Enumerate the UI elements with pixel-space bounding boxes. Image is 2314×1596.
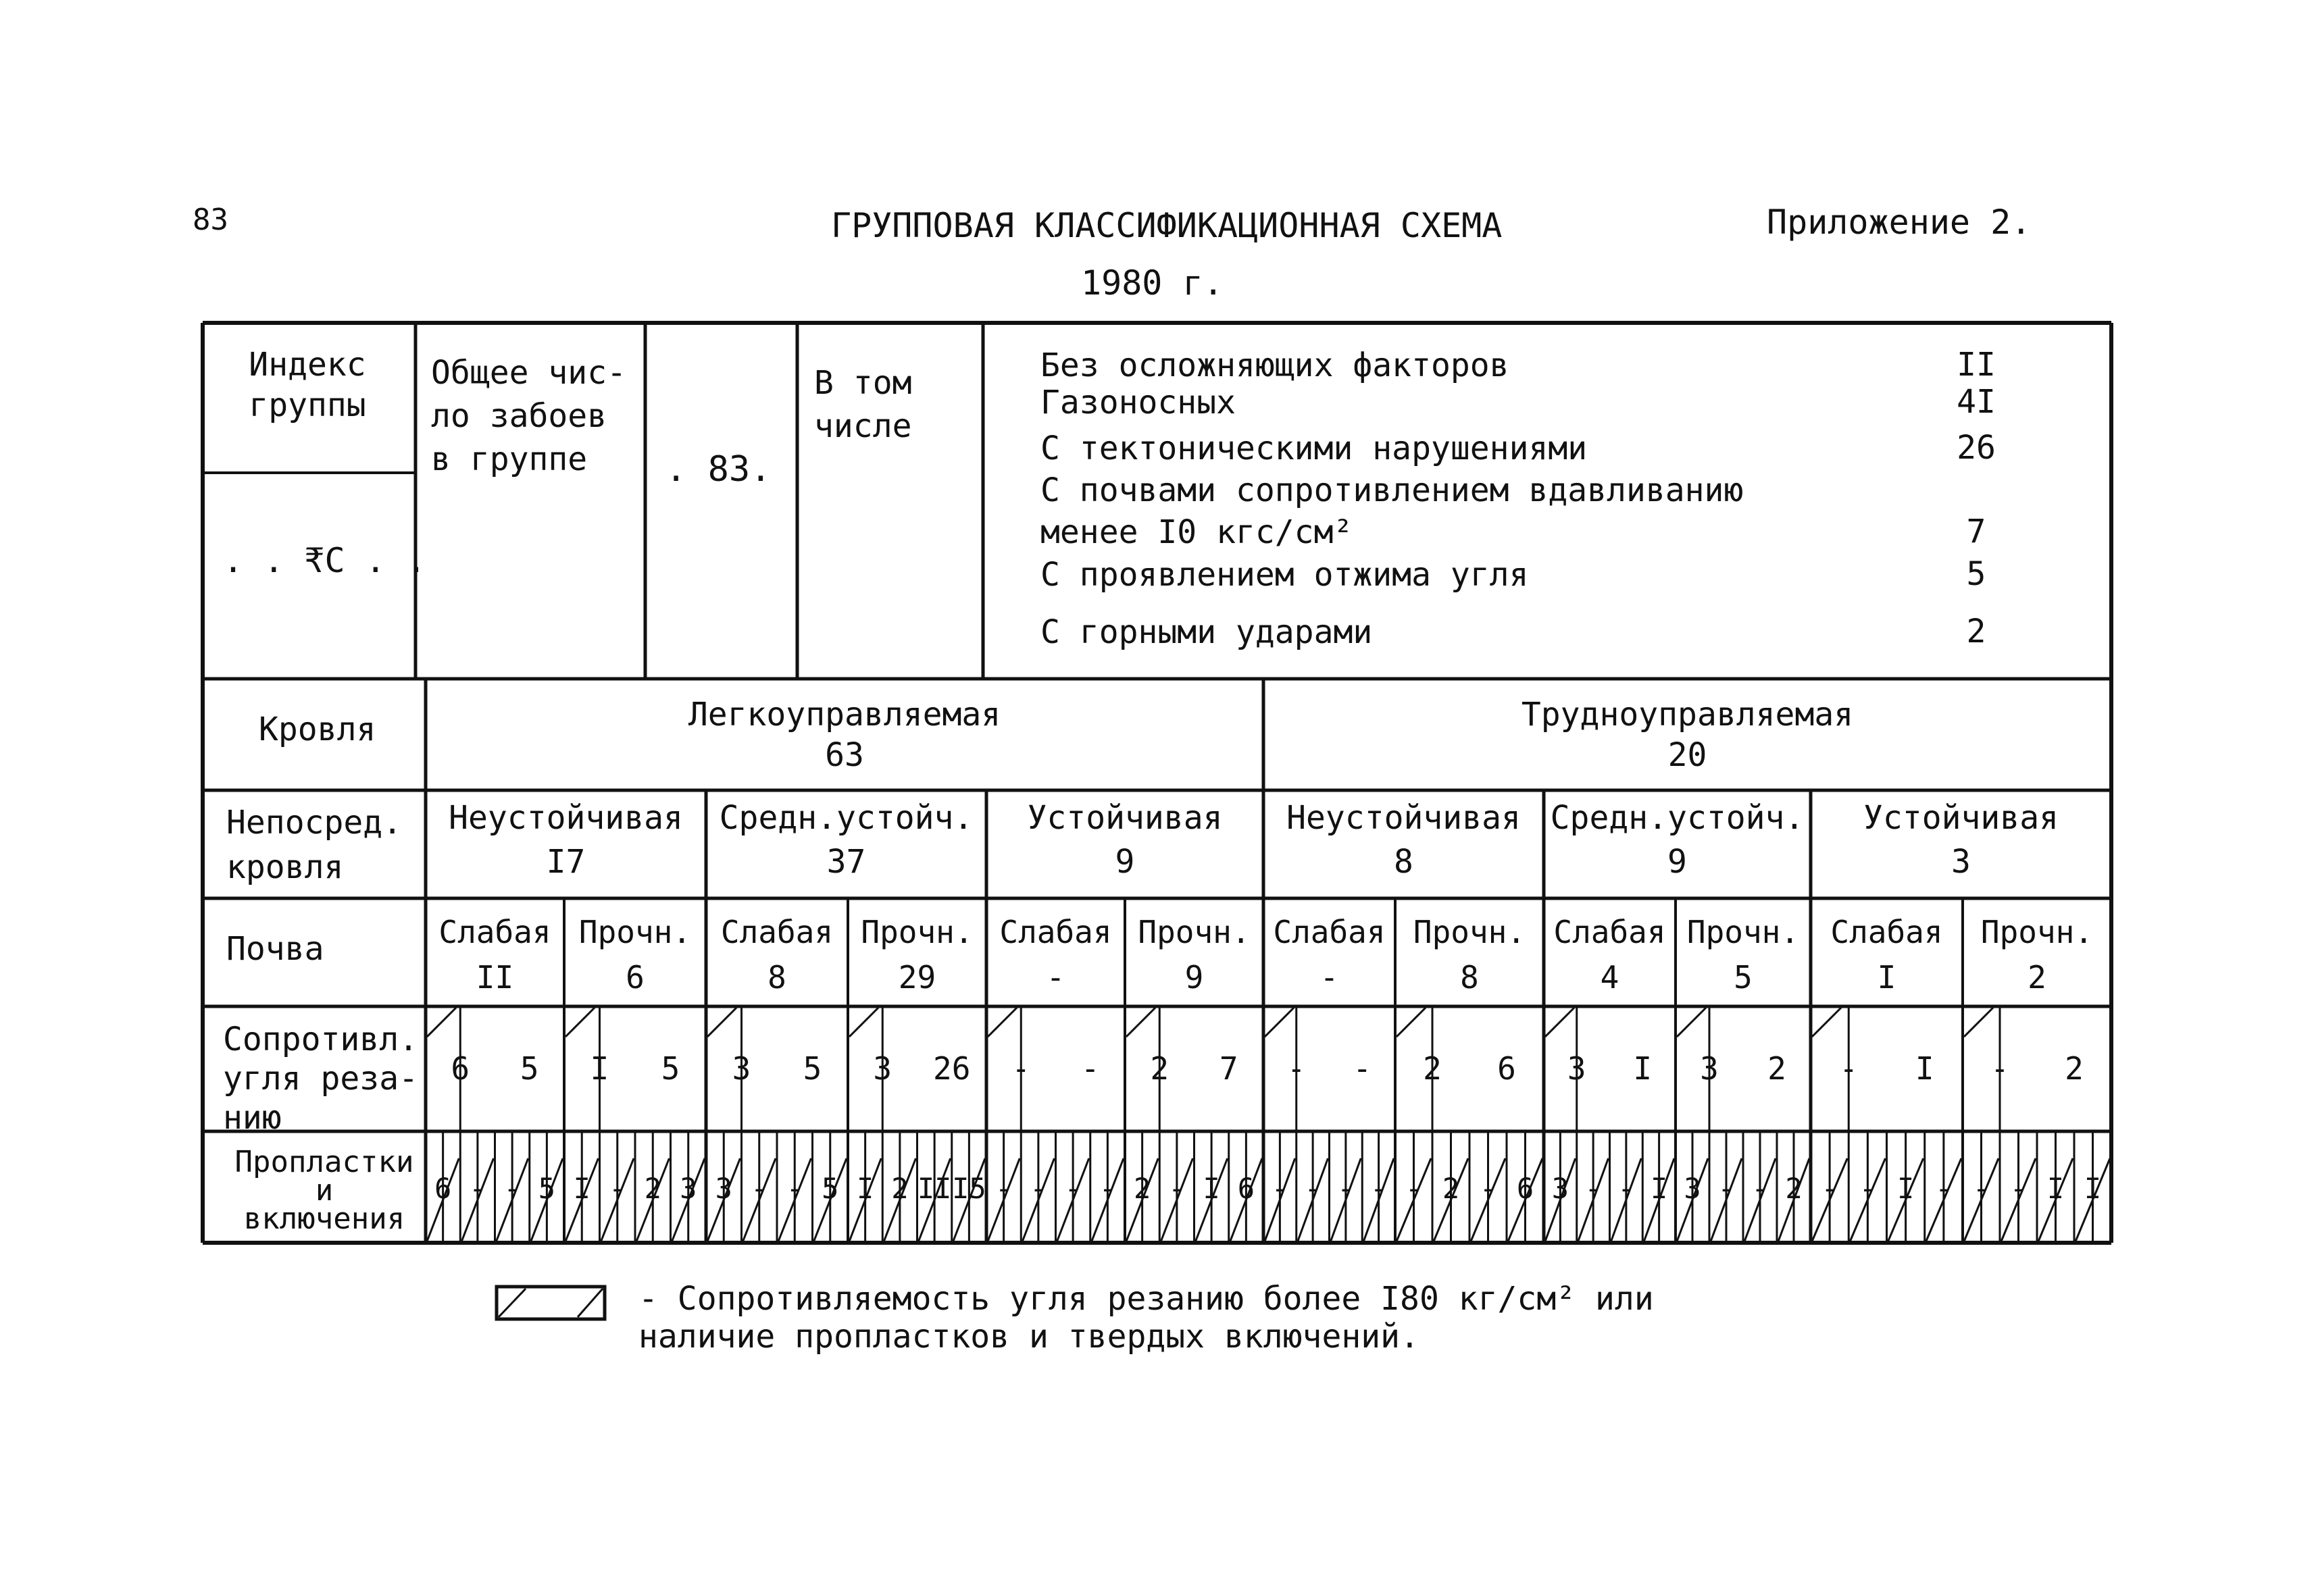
resistance-value: 3 bbox=[732, 1050, 751, 1087]
layer-value: II bbox=[917, 1172, 952, 1205]
layer-value: I bbox=[2084, 1172, 2102, 1205]
page-title: ГРУППОВАЯ КЛАССИФИКАЦИОННАЯ СХЕМА bbox=[831, 206, 1503, 245]
layer-value: 3 bbox=[1551, 1172, 1569, 1205]
roof-label: Кровля bbox=[259, 711, 376, 748]
resistance-value: 3 bbox=[873, 1050, 892, 1087]
layer-value: I bbox=[1650, 1172, 1668, 1205]
immediate-name: Средн.устойч. bbox=[719, 799, 974, 837]
page-mark: 83 bbox=[193, 203, 228, 237]
layer-value: - bbox=[1859, 1172, 1877, 1205]
resistance-value: - bbox=[1286, 1050, 1306, 1087]
resistance-value: 6 bbox=[1497, 1050, 1516, 1087]
immediate-name: Устойчивая bbox=[1863, 799, 2059, 837]
layer-value: 5 bbox=[538, 1172, 556, 1205]
resistance-value: - bbox=[1839, 1050, 1859, 1087]
floor-count: 4 bbox=[1600, 959, 1619, 996]
layer-value: 2 bbox=[891, 1172, 909, 1205]
floor-name: Прочн. bbox=[578, 914, 692, 950]
layer-value: 3 bbox=[715, 1172, 732, 1205]
factor-label: С проявлением отжима угля bbox=[1040, 556, 1529, 594]
layer-value: - bbox=[2009, 1172, 2028, 1205]
floor-label: Почва bbox=[226, 930, 324, 968]
floor-count: 2 bbox=[2028, 959, 2046, 996]
layer-value: 5 bbox=[822, 1172, 839, 1205]
floor-name: Прочн. bbox=[861, 914, 974, 950]
resistance-value: 7 bbox=[1219, 1050, 1238, 1087]
factor-value: 5 bbox=[1966, 555, 1986, 593]
resistance-value: 5 bbox=[520, 1050, 539, 1087]
layers-label: Пропластки и включения bbox=[234, 1145, 414, 1236]
layer-value: - bbox=[1099, 1172, 1117, 1205]
factor-label: Газоносных bbox=[1040, 384, 1236, 421]
index-label: Индекс группы bbox=[249, 346, 366, 424]
layer-value: - bbox=[751, 1172, 768, 1205]
including-label: В том числе bbox=[814, 364, 912, 445]
resistance-value: I bbox=[1915, 1050, 1934, 1087]
resistance-value: 2 bbox=[1423, 1050, 1442, 1087]
layer-value: - bbox=[609, 1172, 626, 1205]
floor-count: 6 bbox=[626, 959, 645, 996]
layer-value: - bbox=[1751, 1172, 1769, 1205]
floor-name: Слабая bbox=[1553, 914, 1666, 950]
roof-name: Легкоуправляемая bbox=[688, 696, 1001, 733]
floor-count: 9 bbox=[1184, 959, 1204, 996]
layer-value: - bbox=[1821, 1172, 1838, 1205]
floor-count: 8 bbox=[1460, 959, 1479, 996]
floor-name: Прочн. bbox=[1980, 914, 2094, 950]
floor-count: - bbox=[1319, 959, 1339, 996]
resistance-value: 3 bbox=[1567, 1050, 1586, 1087]
year-label: 1980 г. bbox=[1081, 263, 1224, 303]
resistance-value: 5 bbox=[803, 1050, 822, 1087]
layer-value: - bbox=[786, 1172, 803, 1205]
layer-value: 3 bbox=[1684, 1172, 1701, 1205]
factor-value: II bbox=[1957, 346, 1996, 384]
resistance-value: - bbox=[1080, 1050, 1100, 1087]
layer-value: 6 bbox=[1516, 1172, 1534, 1205]
floor-name: Слабая bbox=[438, 914, 551, 950]
roof-count: 20 bbox=[1667, 736, 1707, 774]
layer-value: - bbox=[995, 1172, 1013, 1205]
resistance-value: 2 bbox=[1767, 1050, 1786, 1087]
total-value: . 83. bbox=[665, 449, 772, 490]
layer-value: - bbox=[1972, 1172, 1990, 1205]
layer-value: 6 bbox=[1237, 1172, 1255, 1205]
legend-text: - Сопротивляемость угля резанию более I80 кг/см² или наличие пропластков и твердых включений. bbox=[638, 1280, 1654, 1356]
immediate-name: Устойчивая bbox=[1027, 799, 1223, 837]
layer-value: I bbox=[573, 1172, 590, 1205]
resistance-value: I bbox=[590, 1050, 609, 1087]
total-label: Общее чис- ло забоев в группе bbox=[431, 354, 626, 478]
resistance-value: - bbox=[1353, 1050, 1372, 1087]
factor-value: 7 bbox=[1966, 513, 1986, 550]
layer-value: - bbox=[469, 1172, 486, 1205]
layer-value: I bbox=[856, 1172, 874, 1205]
immediate-count: 8 bbox=[1394, 843, 1413, 881]
immediate-count: 9 bbox=[1667, 843, 1687, 881]
roof-name: Трудноуправляемая bbox=[1521, 696, 1854, 733]
floor-name: Прочн. bbox=[1138, 914, 1251, 950]
layer-value: 2 bbox=[1442, 1172, 1460, 1205]
immediate-name: Неустойчивая bbox=[449, 799, 683, 837]
resistance-value: 2 bbox=[2065, 1050, 2084, 1087]
floor-name: Слабая bbox=[999, 914, 1112, 950]
layer-value: - bbox=[1717, 1172, 1735, 1205]
layer-value: - bbox=[1337, 1172, 1355, 1205]
floor-name: Прочн. bbox=[1413, 914, 1526, 950]
layer-value: 2 bbox=[644, 1172, 661, 1205]
layer-value: I bbox=[1203, 1172, 1220, 1205]
immediate-roof-label: Непосред. кровля bbox=[226, 804, 403, 886]
factor-label: Без осложняющих факторов bbox=[1040, 346, 1509, 384]
factor-label: С почвами сопротивлением вдавливанию менее I0 кгс/см² bbox=[1040, 471, 1744, 551]
legend-box bbox=[497, 1287, 605, 1319]
roof-count: 63 bbox=[825, 736, 864, 774]
resistance-value: 3 bbox=[1700, 1050, 1719, 1087]
floor-count: II bbox=[476, 959, 514, 996]
layer-value: - bbox=[1405, 1172, 1423, 1205]
layer-value: - bbox=[1030, 1172, 1047, 1205]
resistance-value: 5 bbox=[661, 1050, 680, 1087]
index-value: . . ₹C . . bbox=[223, 541, 427, 580]
factor-value: 2 bbox=[1966, 613, 1986, 650]
layer-value: 6 bbox=[434, 1172, 452, 1205]
floor-name: Слабая bbox=[1273, 914, 1386, 950]
appendix-label: Приложение 2. bbox=[1767, 203, 2032, 242]
factor-label: С горными ударами bbox=[1040, 613, 1373, 651]
floor-count: 5 bbox=[1734, 959, 1753, 996]
factor-value: 26 bbox=[1957, 429, 1996, 467]
floor-count: 29 bbox=[898, 959, 936, 996]
immediate-count: 3 bbox=[1951, 843, 1971, 881]
layer-value: I bbox=[2046, 1172, 2065, 1205]
layer-value: I bbox=[1896, 1172, 1915, 1205]
floor-name: Прочн. bbox=[1686, 914, 1800, 950]
layer-value: - bbox=[503, 1172, 521, 1205]
immediate-count: 9 bbox=[1115, 843, 1135, 881]
immediate-count: I7 bbox=[546, 843, 586, 881]
layer-value: I5 bbox=[952, 1172, 986, 1205]
immediate-name: Неустойчивая bbox=[1286, 799, 1521, 837]
layer-value: - bbox=[1479, 1172, 1497, 1205]
floor-count: 8 bbox=[768, 959, 786, 996]
resistance-value: 26 bbox=[933, 1050, 971, 1087]
immediate-name: Средн.устойч. bbox=[1550, 799, 1805, 837]
layer-value: - bbox=[1064, 1172, 1082, 1205]
layer-value: 3 bbox=[680, 1172, 697, 1205]
resistance-label: Сопротивл. угля реза- нию bbox=[223, 1021, 418, 1137]
floor-count: I bbox=[1877, 959, 1896, 996]
layer-value: - bbox=[1584, 1172, 1602, 1205]
layer-value: - bbox=[1369, 1172, 1388, 1205]
layer-value: - bbox=[1168, 1172, 1186, 1205]
layer-value: 2 bbox=[1133, 1172, 1151, 1205]
immediate-count: 37 bbox=[826, 843, 866, 881]
layer-value: - bbox=[1617, 1172, 1635, 1205]
floor-name: Слабая bbox=[1830, 914, 1943, 950]
layer-value: - bbox=[1935, 1172, 1953, 1205]
resistance-value: - bbox=[1011, 1050, 1031, 1087]
resistance-value: - bbox=[1990, 1050, 2009, 1087]
resistance-value: I bbox=[1633, 1050, 1653, 1087]
resistance-value: 6 bbox=[451, 1050, 470, 1087]
factor-value: 4I bbox=[1957, 383, 1996, 421]
floor-name: Слабая bbox=[720, 914, 834, 950]
layer-value: 2 bbox=[1785, 1172, 1803, 1205]
layer-value: - bbox=[1304, 1172, 1322, 1205]
layer-value: - bbox=[1271, 1172, 1289, 1205]
floor-count: - bbox=[1046, 959, 1065, 996]
factor-label: С тектоническими нарушениями bbox=[1040, 430, 1588, 467]
resistance-value: 2 bbox=[1150, 1050, 1169, 1087]
